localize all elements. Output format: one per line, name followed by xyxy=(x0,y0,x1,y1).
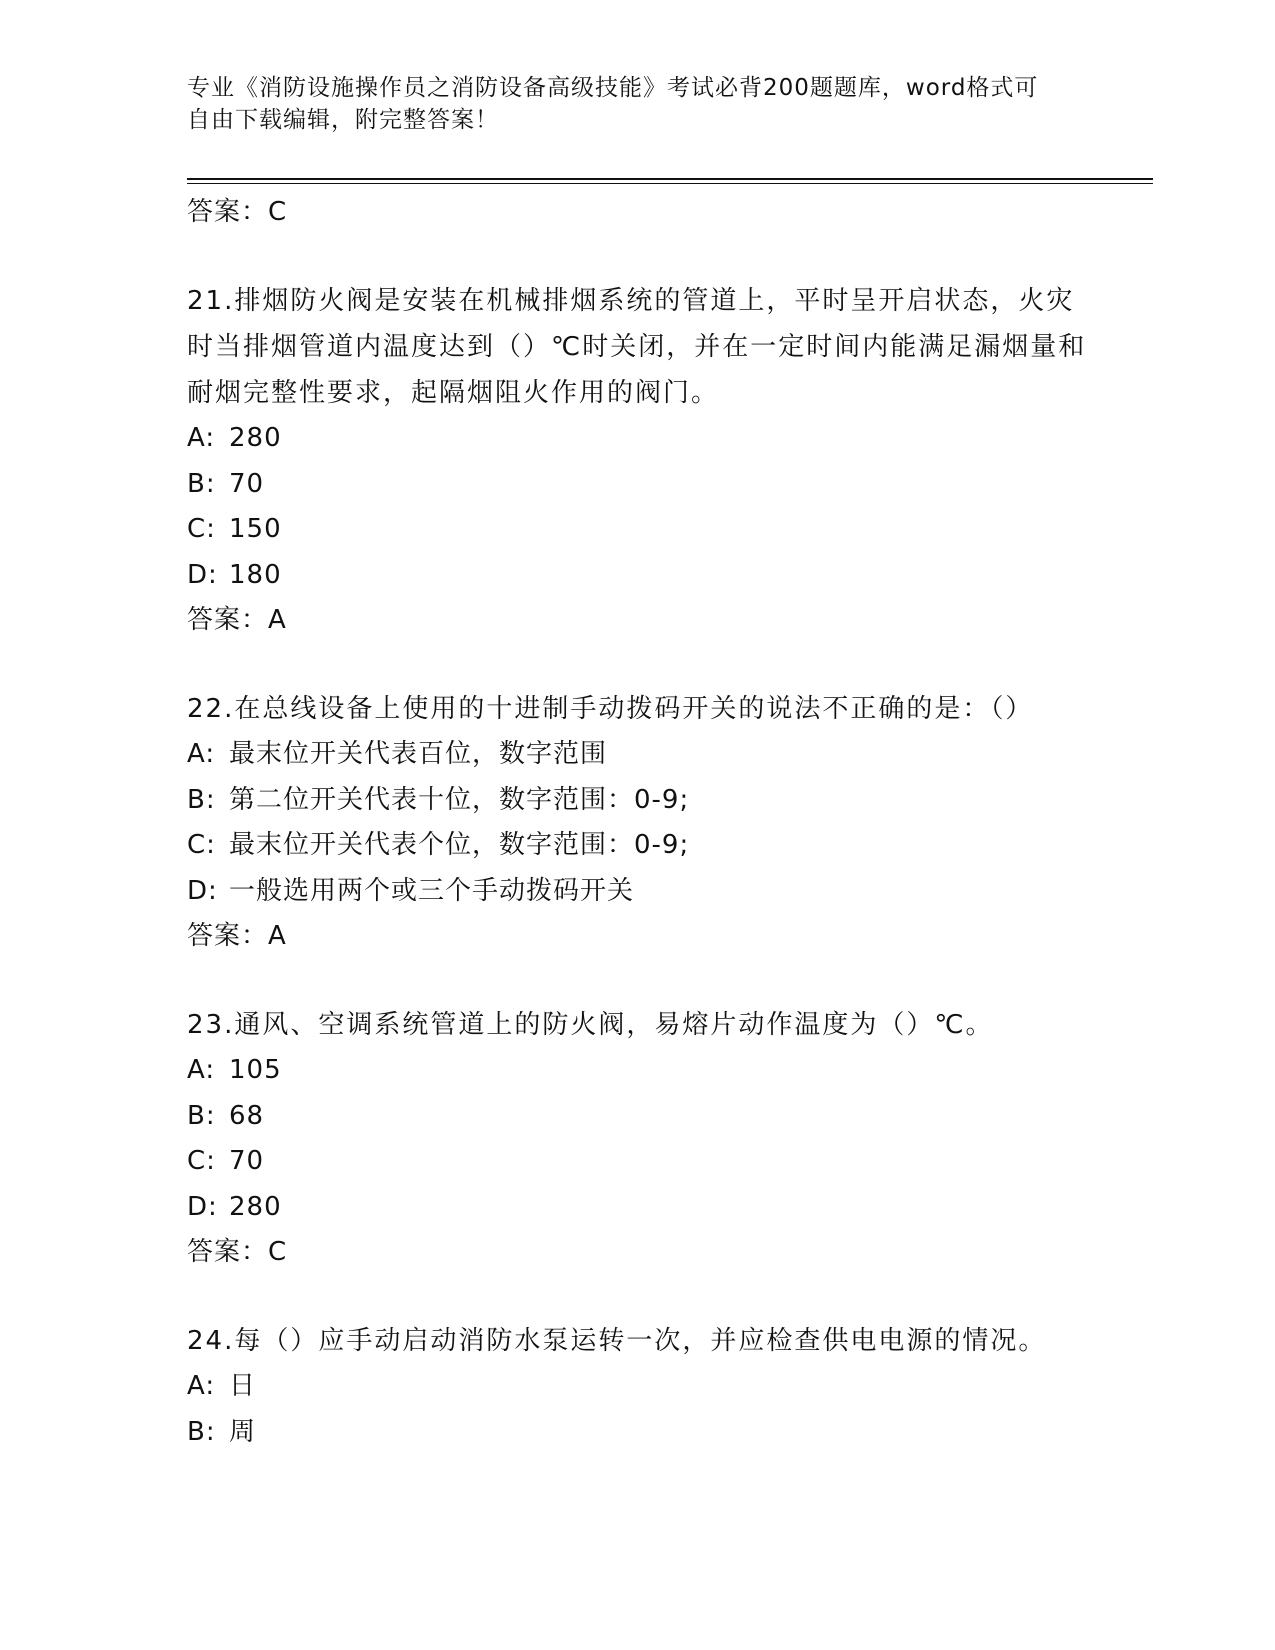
question-block xyxy=(187,278,1087,642)
answer-line: 答案：C xyxy=(187,197,288,227)
option-b: B: 周 xyxy=(187,1416,257,1447)
question-text: 23.通风、空调系统管道上的防火阀，易熔片动作温度为（）℃。 xyxy=(187,1010,994,1040)
option-d: D: 280 xyxy=(187,1191,282,1222)
option-a: A: 最末位开关代表百位，数字范围 xyxy=(187,739,608,769)
header-rule-thin xyxy=(187,183,1153,184)
header-line-2: 自由下载编辑，附完整答案！ xyxy=(187,107,499,133)
question-block xyxy=(187,1318,1087,1455)
option-b: B: 70 xyxy=(187,468,265,499)
answer-line: 答案：C xyxy=(187,1237,288,1267)
option-a: A: 日 xyxy=(187,1371,257,1401)
question-block xyxy=(187,686,1087,958)
header-rule-thick xyxy=(187,178,1153,180)
option-a: A: 105 xyxy=(187,1055,282,1085)
option-c: C: 最末位开关代表个位，数字范围：0-9; xyxy=(187,830,690,860)
option-a: A: 280 xyxy=(187,423,282,453)
question-text: 22.在总线设备上使用的十进制手动拨码开关的说法不正确的是：（） xyxy=(187,694,1034,724)
option-d: D: 180 xyxy=(187,559,282,590)
option-d: D: 一般选用两个或三个手动拨码开关 xyxy=(187,875,635,906)
answer-line: 答案：A xyxy=(187,921,287,951)
question-list xyxy=(187,190,1087,1455)
option-b: B: 68 xyxy=(187,1100,265,1131)
document-header xyxy=(187,72,1087,136)
header-line-1: 专业《消防设施操作员之消防设备高级技能》考试必背200题题库，word格式可 xyxy=(187,75,1039,101)
option-c: C: 70 xyxy=(187,1146,265,1176)
answer-line: 答案：A xyxy=(187,605,287,635)
question-text: 21.排烟防火阀是安装在机械排烟系统的管道上，平时呈开启状态，火灾时当排烟管道内温度达到（）℃时关闭，并在一定时间内能满足漏烟量和耐烟完整性要求，起隔烟阻火作用的阀门。 xyxy=(187,286,1087,408)
question-block xyxy=(187,1002,1087,1274)
option-b: B: 第二位开关代表十位，数字范围：0-9; xyxy=(187,784,690,815)
option-c: C: 150 xyxy=(187,514,282,544)
question-text: 24.每（）应手动启动消防水泵运转一次，并应检查供电电源的情况。 xyxy=(187,1326,1047,1356)
